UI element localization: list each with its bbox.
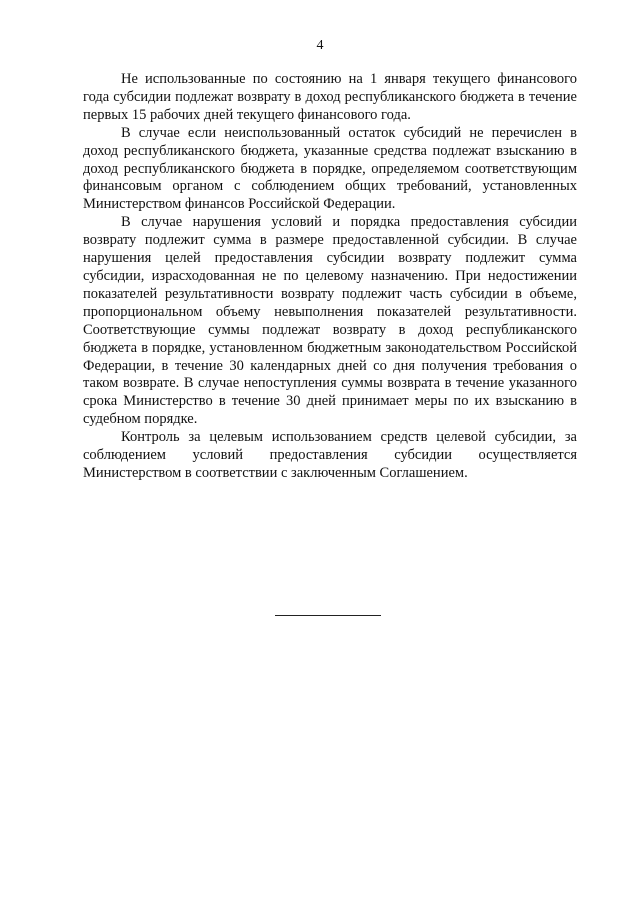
end-divider — [275, 615, 381, 616]
paragraph-control: Контроль за целевым использованием средств целевой субсидии, за соблюдением условий предоставления субсидии осуществляется Министерством в соответствии с заключенным Соглашением. — [83, 429, 577, 481]
paragraph-balance-recovery: В случае если неиспользованный остаток субсидий не перечислен в доход республиканского бюджета, указанные средства подлежат взысканию в доход республиканского бюджета в порядке, определяемом соответствующим финансовым органом с соблюдением общих требований, установленных Министерством финансов Российской Федерации. — [83, 124, 577, 213]
page-number: 4 — [316, 38, 324, 53]
paragraph-violation-return: В случае нарушения условий и порядка предоставления субсидии возврату подлежит сумма в размере предоставленной субсидии. В случае нарушения целей предоставления субсидии возврату подлежит сумма субсидии, израсходованная не по целевому назначению. При недостижении показателей результативности возврату подлежит часть субсидии в объеме, пропорциональном объему невыполнения показателей результативности. Соответствующие суммы подлежат возврату в доход республиканского бюджета в порядке, установленном бюджетным законодательством Российской Федерации, в течение 30 календарных дней со дня получения требования о таком возврате. В случае непоступления суммы возврата в течение указанного срока Министерство в течение 30 дней принимает меры по их взысканию в судебном порядке. — [83, 214, 577, 428]
document-body — [83, 71, 577, 483]
paragraph-unused-subsidies-return: Не использованные по состоянию на 1 января текущего финансового года субсидии подлежат возврату в доход республиканского бюджета в течение первых 15 рабочих дней текущего финансового года. — [83, 71, 577, 123]
